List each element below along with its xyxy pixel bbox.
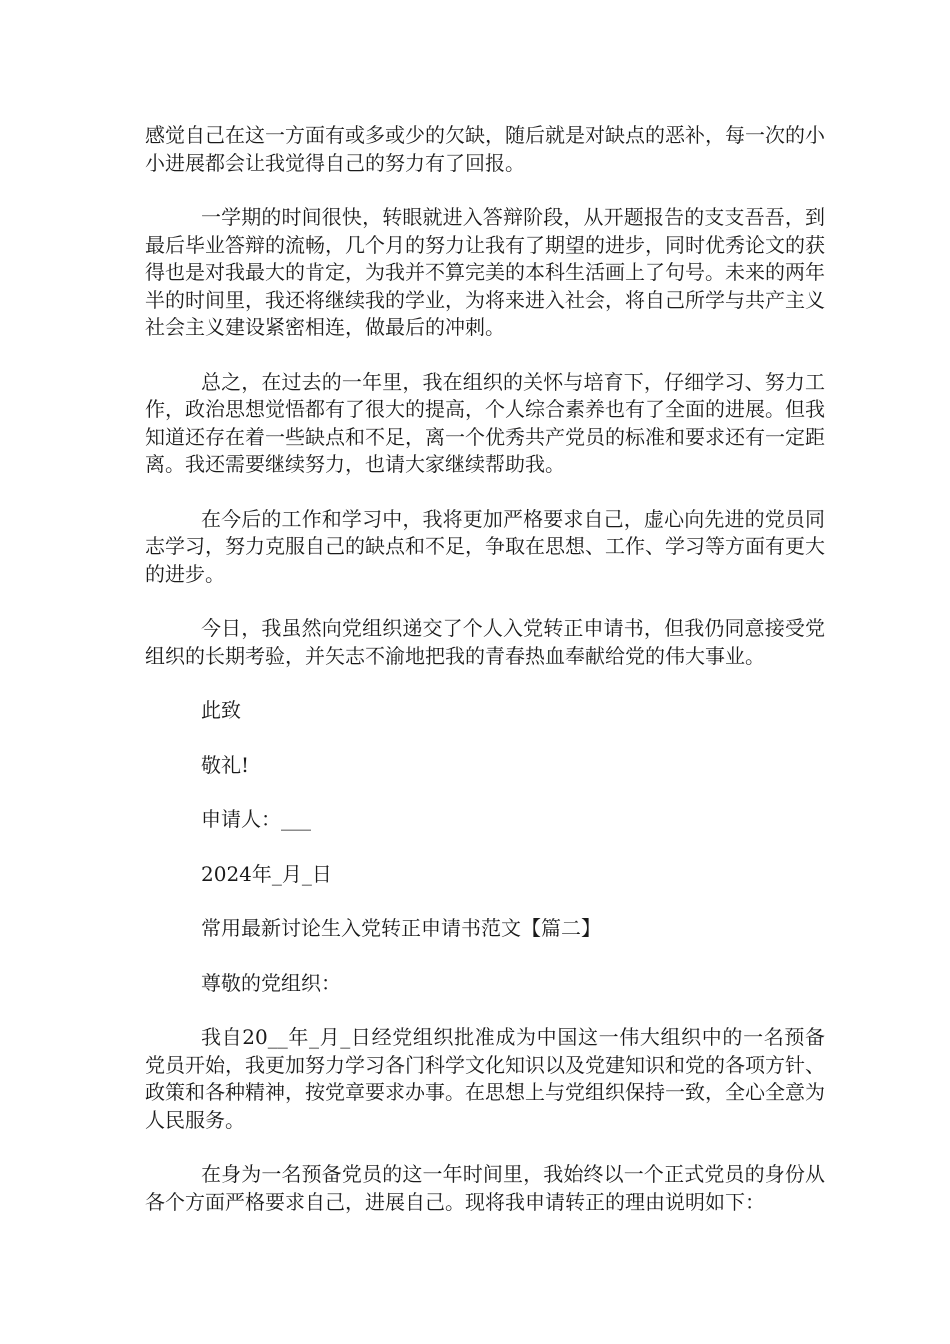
paragraph-reasons: 在身为一名预备党员的这一年时间里，我始终以一个正式党员的身份从各个方面严格要求自己，进展自己。现将我申请转正的理由说明如下：	[145, 1162, 825, 1214]
date-line: 2024年_月_日	[201, 861, 332, 886]
paragraph-intro: 我自20__年_月_日经党组织批准成为中国这一伟大组织中的一名预备党员开始，我更加努力学习各门科学文化知识以及党建知识和党的各项方针、政策和各种精神，按党章要求办事。在思想上与党组织保持一致，全心全意为人民服务。	[145, 1025, 825, 1132]
closing-jingli: 敬礼!	[201, 752, 250, 777]
paragraph-defense: 一学期的时间很快，转眼就进入答辩阶段，从开题报告的支支吾吾，到最后毕业答辩的流畅，几个月的努力让我有了期望的进步，同时优秀论文的获得也是对我最大的肯定，为我并不算完美的本科生活画上了句号。未来的两年半的时间里，我还将继续我的学业，为将来进入社会，将自己所学与共产主义社会主义建设紧密相连，做最后的冲刺。	[145, 205, 825, 339]
section-title: 常用最新讨论生入党转正申请书范文【篇二】	[201, 916, 601, 940]
document-page	[145, 122, 825, 1243]
paragraph-summary: 总之，在过去的一年里，我在组织的关怀与培育下，仔细学习、努力工作，政治思想觉悟都有了很大的提高，个人综合素养也有了全面的进展。但我知道还存在着一些缺点和不足，离一个优秀共产党员的标准和要求还有一定距离。我还需要继续努力，也请大家继续帮助我。	[145, 369, 825, 476]
paragraph-continuation: 感觉自己在这一方面有或多或少的欠缺，随后就是对缺点的恶补，每一次的小小进展都会让我觉得自己的努力有了回报。	[145, 123, 825, 175]
paragraph-today: 今日，我虽然向党组织递交了个人入党转正申请书，但我仍同意接受党组织的长期考验，并矢志不渝地把我的青春热血奉献给党的伟大事业。	[145, 616, 825, 668]
salutation: 尊敬的党组织：	[201, 970, 341, 995]
applicant-line: 申请人：___	[201, 807, 311, 831]
paragraph-future: 在今后的工作和学习中，我将更加严格要求自己，虚心向先进的党员同志学习，努力克服自己的缺点和不足，争取在思想、工作、学习等方面有更大的进步。	[145, 506, 825, 586]
closing-cizhi: 此致	[201, 698, 241, 722]
